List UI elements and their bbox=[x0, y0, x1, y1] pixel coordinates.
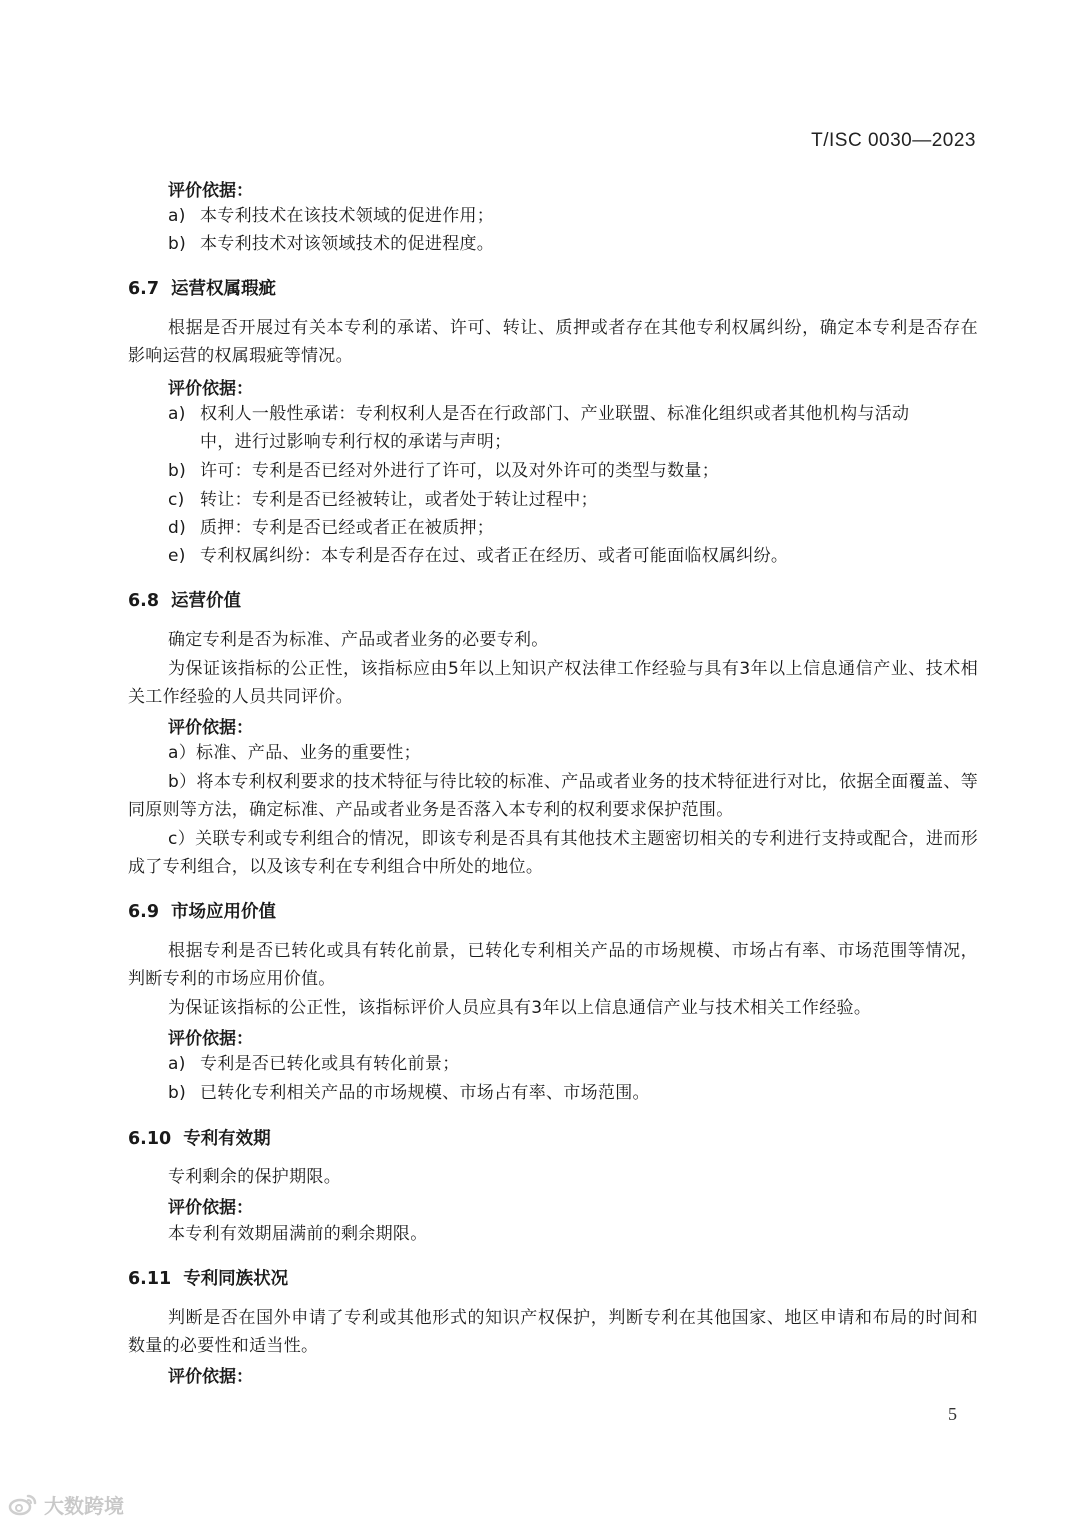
list-text: 专利权属纠纷：本专利是否存在过、或者正在经历、或者可能面临权属纠纷。 bbox=[200, 546, 789, 566]
watermark-text: 大数跨境 bbox=[44, 1494, 124, 1518]
section-paragraph: 判断是否在国外申请了专利或其他形式的知识产权保护，判断专利在其他国家、地区申请和布局的时间和数量的必要性和适当性。 bbox=[128, 1308, 978, 1356]
list-item bbox=[168, 486, 978, 514]
weibo-logo-icon bbox=[8, 1493, 38, 1517]
list-item bbox=[168, 542, 978, 570]
section-heading-6-10 bbox=[128, 1125, 271, 1150]
section-heading-6-11 bbox=[128, 1265, 288, 1290]
list-text: 权利人一般性承诺：专利权利人是否在行政部门、产业联盟、标准化组织或者其他机构与活动 bbox=[200, 404, 910, 424]
standard-number: T/ISC 0030—2023 bbox=[811, 130, 976, 151]
list-text: 专利是否已转化或具有转化前景； bbox=[200, 1054, 460, 1074]
section-paragraph: 专利剩余的保护期限。 bbox=[168, 1167, 341, 1187]
list-text: 质押：专利是否已经或者正在被质押； bbox=[200, 518, 495, 538]
section-paragraph: 为保证该指标的公正性，该指标应由5年以上知识产权法律工作经验与具有3年以上信息通信产业、技术相关工作经验的人员共同评价。 bbox=[128, 659, 978, 707]
eval-basis-label: 评价依据： bbox=[168, 1198, 253, 1218]
eval-basis-label: 评价依据： bbox=[168, 181, 253, 201]
list-marker: b) bbox=[168, 461, 187, 481]
list-marker: c) bbox=[168, 490, 185, 510]
list-text-continuation: 中，进行过影响专利行权的承诺与声明； bbox=[200, 432, 512, 452]
section-number: 6.10 bbox=[128, 1129, 172, 1149]
list-item bbox=[168, 457, 978, 485]
section-paragraph: 确定专利是否为标准、产品或者业务的必要专利。 bbox=[168, 630, 549, 650]
list-item bbox=[168, 514, 978, 542]
list-text: 本专利技术对该领域技术的促进程度。 bbox=[200, 234, 495, 254]
list-item bbox=[168, 202, 978, 230]
section-paragraph: 本专利有效期届满前的剩余期限。 bbox=[168, 1224, 428, 1244]
eval-basis-label: 评价依据： bbox=[168, 718, 253, 738]
list-marker: a) bbox=[168, 404, 186, 424]
eval-basis-label: 评价依据： bbox=[168, 1029, 253, 1049]
list-item: c）关联专利或专利组合的情况，即该专利是否具有其他技术主题密切相关的专利进行支持或配合，进而形成了专利组合，以及该专利在专利组合中所处的地位。 bbox=[128, 829, 978, 877]
list-marker: b) bbox=[168, 234, 187, 254]
section-heading-6-8 bbox=[128, 587, 241, 612]
page-number: 5 bbox=[948, 1404, 957, 1424]
list-marker: d) bbox=[168, 518, 187, 538]
section-number: 6.11 bbox=[128, 1269, 172, 1289]
list-text: 许可：专利是否已经对外进行了许可，以及对外许可的类型与数量； bbox=[200, 461, 719, 481]
list-marker: a) bbox=[168, 1054, 186, 1074]
list-text: 转让：专利是否已经被转让，或者处于转让过程中； bbox=[200, 490, 598, 510]
list-item: a）标准、产品、业务的重要性； bbox=[168, 743, 421, 763]
section-number: 6.8 bbox=[128, 591, 160, 611]
section-heading-6-7 bbox=[128, 275, 276, 300]
section-title: 市场应用价值 bbox=[171, 902, 277, 922]
section-number: 6.9 bbox=[128, 902, 160, 922]
list-marker: b) bbox=[168, 1083, 187, 1103]
section-paragraph: 根据专利是否已转化或具有转化前景，已转化专利相关产品的市场规模、市场占有率、市场范围等情况，判断专利的市场应用价值。 bbox=[128, 941, 978, 989]
list-text: 本专利技术在该技术领域的促进作用； bbox=[200, 206, 495, 226]
list-marker: e) bbox=[168, 546, 186, 566]
list-text: 已转化专利相关产品的市场规模、市场占有率、市场范围。 bbox=[200, 1083, 650, 1103]
list-item bbox=[168, 230, 978, 258]
list-marker: a) bbox=[168, 206, 186, 226]
section-heading-6-9 bbox=[128, 898, 276, 923]
watermark bbox=[8, 1490, 124, 1519]
list-item bbox=[168, 1050, 978, 1078]
list-item bbox=[168, 1079, 978, 1107]
section-title: 专利有效期 bbox=[183, 1129, 271, 1149]
list-item: b）将本专利权利要求的技术特征与待比较的标准、产品或者业务的技术特征进行对比，依据全面覆盖、等同原则等方法，确定标准、产品或者业务是否落入本专利的权利要求保护范围。 bbox=[128, 772, 978, 820]
section-paragraph: 为保证该指标的公正性，该指标评价人员应具有3年以上信息通信产业与技术相关工作经验。 bbox=[168, 998, 872, 1018]
section-title: 运营价值 bbox=[171, 591, 242, 611]
section-paragraph: 根据是否开展过有关本专利的承诺、许可、转让、质押或者存在其他专利权属纠纷，确定本专利是否存在影响运营的权属瑕疵等情况。 bbox=[128, 318, 978, 366]
section-title: 运营权属瑕疵 bbox=[171, 279, 277, 299]
eval-basis-label: 评价依据： bbox=[168, 379, 253, 399]
list-item bbox=[168, 400, 978, 456]
section-title: 专利同族状况 bbox=[183, 1269, 289, 1289]
eval-basis-label: 评价依据： bbox=[168, 1367, 253, 1387]
section-number: 6.7 bbox=[128, 279, 160, 299]
